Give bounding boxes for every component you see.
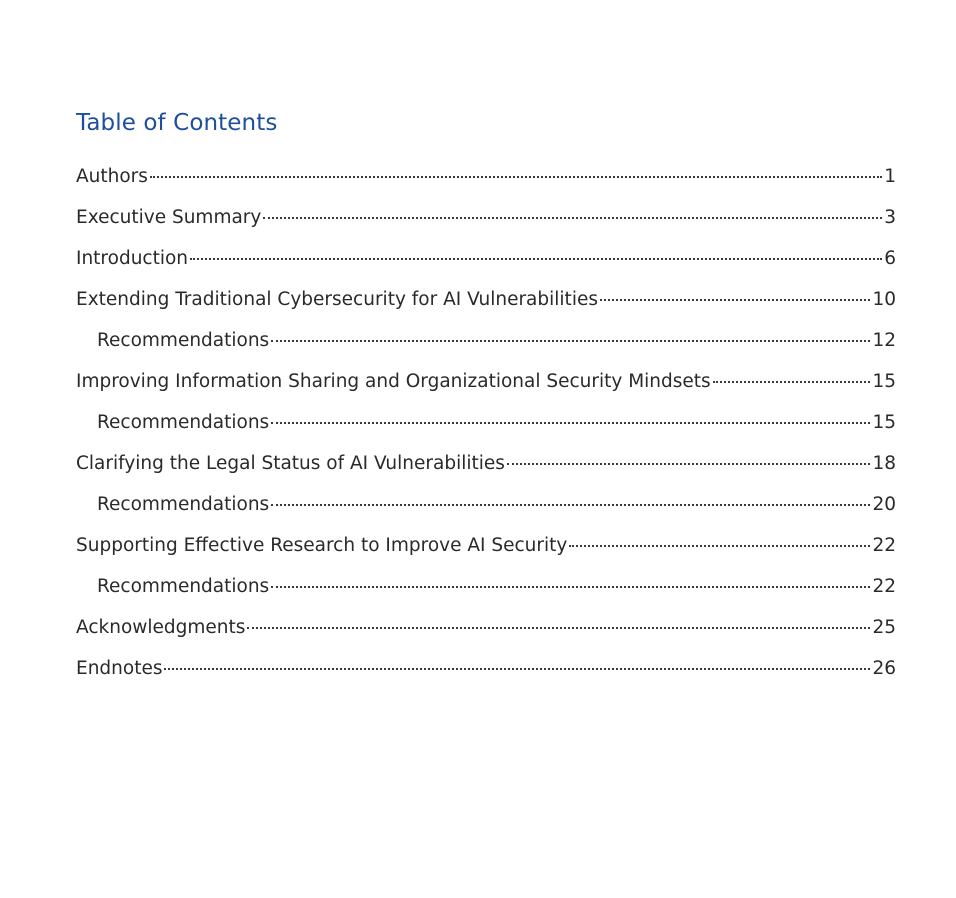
dot-leader [507, 462, 871, 465]
toc-page-number: 6 [884, 248, 896, 269]
toc-entry-label: Clarifying the Legal Status of AI Vulnerabilities [76, 453, 505, 474]
dot-leader [247, 626, 870, 629]
toc-entry-clarifying-legal-status[interactable] [76, 450, 896, 491]
dot-leader [569, 544, 870, 547]
toc-subentry-recommendations[interactable] [76, 327, 896, 368]
dot-leader [600, 298, 870, 301]
toc-entry-label: Recommendations [97, 494, 270, 515]
toc-entry-acknowledgments[interactable] [76, 614, 896, 655]
dot-leader [190, 257, 882, 260]
toc-page-number: 1 [884, 166, 896, 187]
toc-entry-label: Recommendations [97, 412, 270, 433]
toc-list [76, 163, 896, 696]
toc-page-number: 10 [872, 289, 896, 310]
dot-leader [263, 216, 882, 219]
toc-page-number: 15 [872, 371, 896, 392]
toc-page-number: 20 [872, 494, 896, 515]
toc-entry-improving-information-sharing[interactable] [76, 368, 896, 409]
toc-entry-label: Improving Information Sharing and Organizational Security Mindsets [76, 371, 711, 392]
toc-title: Table of Contents [76, 110, 278, 137]
toc-page-number: 25 [872, 617, 896, 638]
dot-leader [271, 585, 870, 588]
dot-leader [164, 667, 870, 670]
toc-page-number: 26 [872, 658, 896, 679]
toc-entry-supporting-effective-research[interactable] [76, 532, 896, 573]
toc-entry-label: Authors [76, 166, 148, 187]
toc-entry-label: Endnotes [76, 658, 163, 679]
toc-page-number: 18 [872, 453, 896, 474]
toc-subentry-recommendations[interactable] [76, 573, 896, 614]
toc-entry-extending-traditional-cybersecurity[interactable] [76, 286, 896, 327]
dot-leader [271, 421, 870, 424]
toc-entry-executive-summary[interactable] [76, 204, 896, 245]
toc-page-number: 22 [872, 535, 896, 556]
toc-entry-endnotes[interactable] [76, 655, 896, 696]
dot-leader [271, 503, 870, 506]
dot-leader [713, 380, 871, 383]
toc-entry-label: Recommendations [97, 330, 270, 351]
dot-leader [271, 339, 870, 342]
toc-entry-label: Recommendations [97, 576, 270, 597]
toc-entry-authors[interactable] [76, 163, 896, 204]
toc-entry-label: Supporting Effective Research to Improve AI Security [76, 535, 568, 556]
toc-page-number: 12 [872, 330, 896, 351]
toc-entry-label: Introduction [76, 248, 189, 269]
toc-subentry-recommendations[interactable] [76, 409, 896, 450]
toc-page-number: 22 [872, 576, 896, 597]
toc-entry-label: Executive Summary [76, 207, 262, 228]
toc-entry-introduction[interactable] [76, 245, 896, 286]
toc-page-number: 15 [872, 412, 896, 433]
dot-leader [150, 175, 882, 178]
toc-entry-label: Acknowledgments [76, 617, 246, 638]
toc-subentry-recommendations[interactable] [76, 491, 896, 532]
toc-page-number: 3 [884, 207, 896, 228]
toc-entry-label: Extending Traditional Cybersecurity for AI Vulnerabilities [76, 289, 598, 310]
